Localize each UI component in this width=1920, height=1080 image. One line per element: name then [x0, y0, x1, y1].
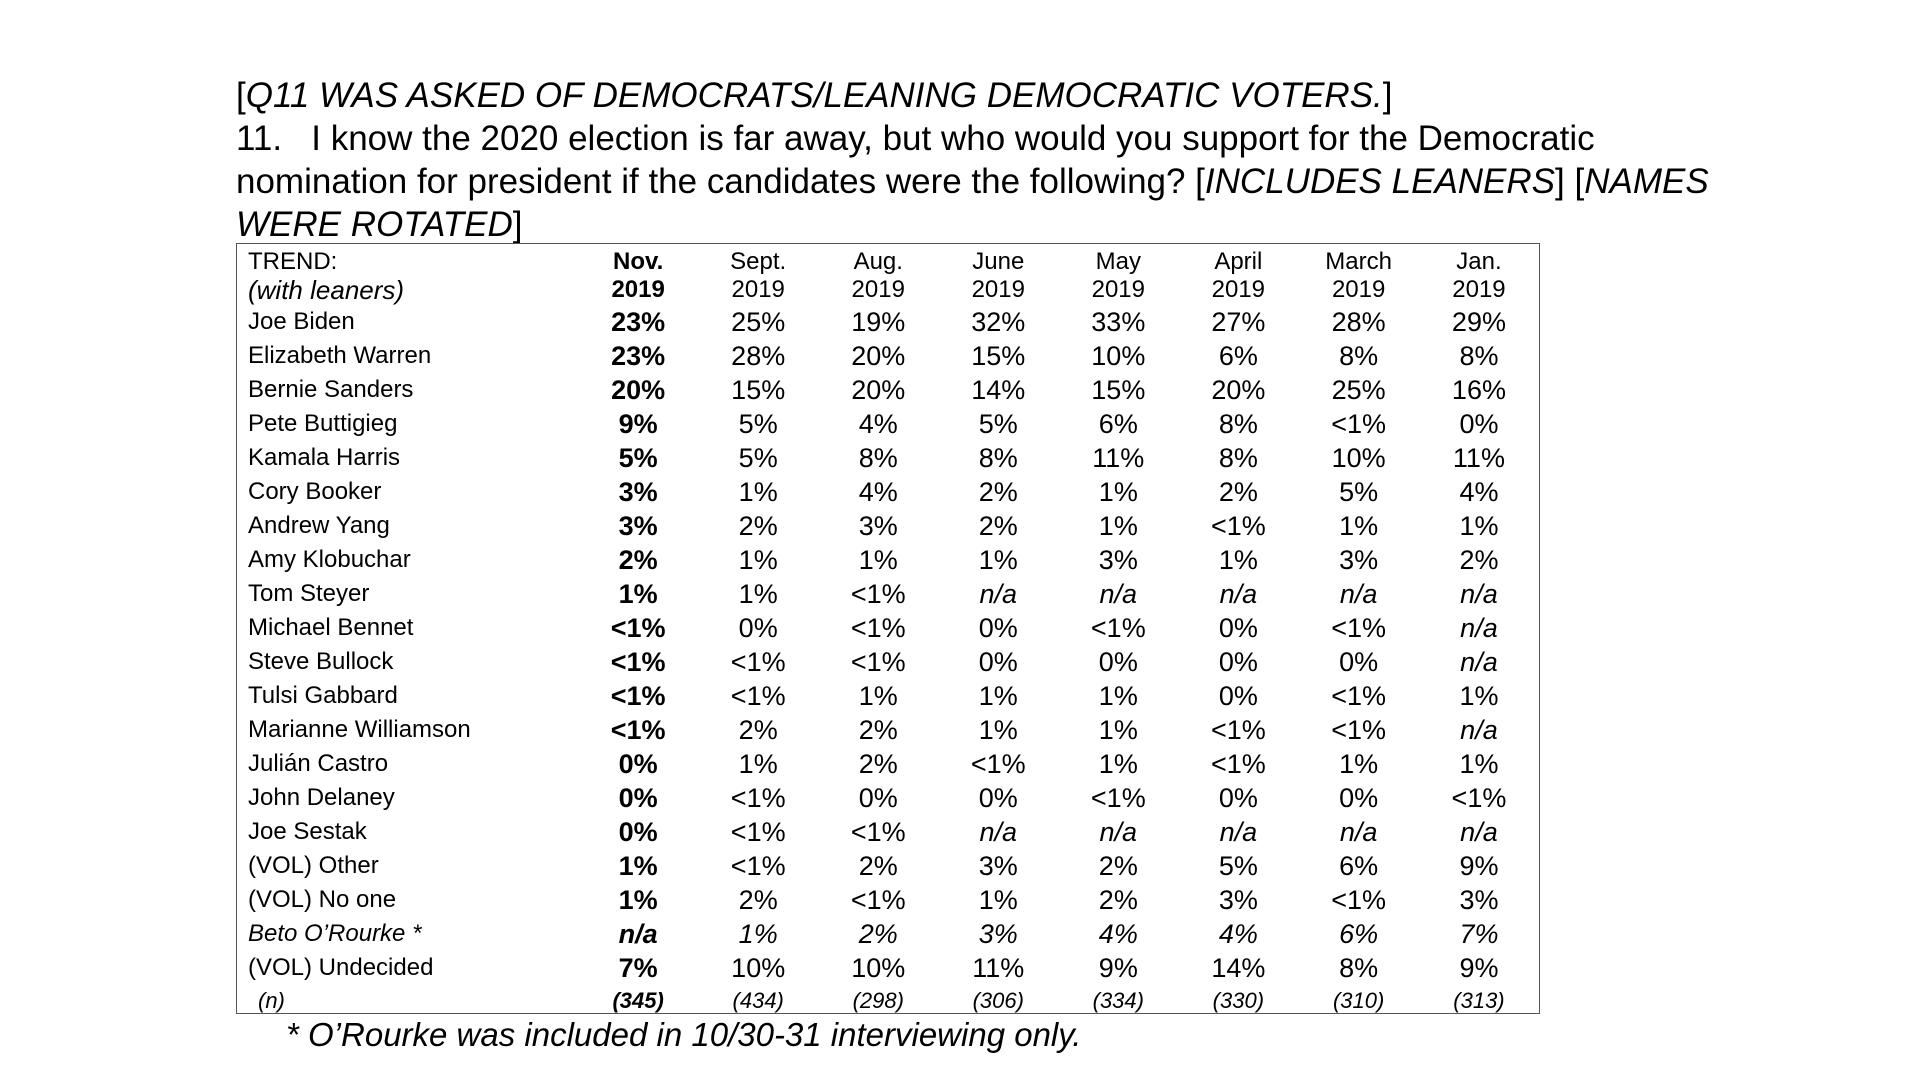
header-row-months [248, 248, 1539, 275]
cell-value: 5% [738, 409, 778, 439]
cell-value: 7% [618, 953, 658, 983]
cell-value: 10% [731, 953, 786, 983]
cell-value: 15% [1091, 375, 1146, 405]
cell-value: 5% [978, 409, 1018, 439]
cell-value: 1% [858, 681, 898, 711]
cell-value: 0% [618, 749, 658, 779]
cell-value: 8% [1459, 341, 1499, 371]
trend-label: TREND: [248, 248, 338, 275]
candidate-name: (VOL) No one [248, 886, 397, 913]
cell-value: <1% [730, 783, 786, 813]
table-row [248, 679, 1539, 713]
cell-value: 15% [731, 375, 786, 405]
column-month-5: April [1214, 248, 1263, 275]
cell-value: <1% [730, 681, 786, 711]
cell-value: <1% [1210, 511, 1266, 541]
table-row [248, 475, 1539, 509]
cell-value: 8% [858, 443, 898, 473]
question-text-1: I know the 2020 election is far away, but who would you support for the Democratic [311, 119, 1595, 158]
cell-value: 0% [978, 647, 1018, 677]
candidate-name: (VOL) Other [248, 852, 379, 879]
cell-value: n/a [1460, 613, 1498, 643]
cell-value: 0% [618, 817, 658, 847]
cell-value: n/a [979, 817, 1018, 847]
cell-value: 5% [618, 443, 658, 473]
cell-value: 2% [738, 511, 778, 541]
candidate-name: Amy Klobuchar [248, 546, 411, 573]
question-header [236, 74, 1796, 246]
cell-value: 2% [1098, 885, 1138, 915]
trend-table-box [236, 243, 1540, 1014]
cell-value: 9% [1459, 953, 1499, 983]
cell-value: 1% [738, 749, 778, 779]
cell-value: 2% [1218, 477, 1258, 507]
table-row [248, 441, 1539, 475]
cell-value: <1% [1331, 613, 1387, 643]
were-rotated-tag: WERE ROTATED [236, 205, 513, 244]
cell-value: <1% [850, 647, 906, 677]
sample-size-value: (298) [852, 988, 904, 1013]
column-year-4: 2019 [1091, 276, 1145, 303]
cell-value: 0% [1218, 613, 1258, 643]
cell-value: 3% [1098, 545, 1138, 575]
cell-value: 0% [618, 783, 658, 813]
cell-value: <1% [610, 647, 666, 677]
cell-value: 20% [611, 375, 666, 405]
table-row [248, 917, 1539, 951]
cell-value: 29% [1451, 307, 1506, 337]
table-row [248, 815, 1539, 849]
cell-value: 0% [1098, 647, 1138, 677]
cell-value: 20% [1211, 375, 1266, 405]
candidate-name: John Delaney [248, 784, 395, 811]
cell-value: 1% [1098, 715, 1138, 745]
cell-value: <1% [1090, 613, 1146, 643]
cell-value: 2% [738, 715, 778, 745]
cell-value: 11% [972, 953, 1025, 983]
cell-value: 8% [1339, 953, 1379, 983]
cell-value: <1% [850, 613, 906, 643]
cell-value: 1% [978, 545, 1018, 575]
cell-value: 0% [738, 613, 778, 643]
cell-value: n/a [1460, 579, 1498, 609]
sample-size-value: (345) [612, 988, 664, 1013]
candidate-name: Elizabeth Warren [248, 342, 432, 369]
names-tag: NAMES [1584, 162, 1709, 201]
table-row [248, 577, 1539, 611]
candidate-name: Michael Bennet [248, 614, 414, 641]
cell-value: 1% [738, 919, 778, 949]
cell-value: <1% [610, 681, 666, 711]
column-month-7: Jan. [1456, 248, 1502, 275]
cell-value: 10% [1331, 443, 1386, 473]
cell-value: n/a [1099, 817, 1138, 847]
cell-value: 3% [618, 511, 658, 541]
question-note: [Q11 WAS ASKED OF DEMOCRATS/LEANING DEMOCRATIC VOTERS.] [236, 76, 1393, 115]
cell-value: 25% [1331, 375, 1386, 405]
cell-value: 4% [1098, 919, 1138, 949]
candidate-name: Andrew Yang [248, 512, 390, 539]
candidate-name: Cory Booker [248, 478, 382, 505]
cell-value: 5% [1339, 477, 1379, 507]
cell-value: 0% [1339, 783, 1379, 813]
candidate-name: Joe Biden [248, 308, 355, 335]
table-row [248, 407, 1539, 441]
cell-value: n/a [1460, 647, 1498, 677]
cell-value: 0% [1218, 783, 1258, 813]
cell-value: 4% [1459, 477, 1499, 507]
cell-value: n/a [1099, 579, 1138, 609]
cell-value: <1% [970, 749, 1026, 779]
cell-value: 8% [1218, 409, 1258, 439]
table-row [248, 543, 1539, 577]
cell-value: 9% [618, 409, 658, 439]
cell-value: <1% [1210, 749, 1266, 779]
cell-value: <1% [1331, 885, 1387, 915]
cell-value: 27% [1211, 307, 1266, 337]
cell-value: n/a [1339, 579, 1378, 609]
cell-value: <1% [730, 647, 786, 677]
cell-value: 6% [1339, 851, 1379, 881]
candidate-name: Pete Buttigieg [248, 410, 398, 437]
bracket-end: ] [512, 205, 523, 244]
sample-size-value: (306) [972, 988, 1024, 1013]
column-month-0: Nov. [613, 248, 664, 275]
cell-value: 4% [858, 477, 898, 507]
candidate-name: (VOL) Undecided [248, 954, 434, 981]
cell-value: 3% [858, 511, 898, 541]
cell-value: 1% [1098, 681, 1138, 711]
cell-value: 4% [858, 409, 898, 439]
cell-value: <1% [730, 851, 786, 881]
cell-value: <1% [1331, 715, 1387, 745]
cell-value: 0% [1339, 647, 1379, 677]
cell-value: 3% [1339, 545, 1379, 575]
cell-value: 33% [1091, 307, 1146, 337]
cell-value: n/a [1460, 715, 1498, 745]
column-year-1: 2019 [731, 276, 785, 303]
cell-value: 10% [851, 953, 906, 983]
cell-value: 8% [978, 443, 1018, 473]
sample-size-value: (330) [1212, 988, 1265, 1013]
cell-value: 2% [978, 477, 1018, 507]
candidate-name: Bernie Sanders [248, 376, 414, 403]
cell-value: 2% [738, 885, 778, 915]
cell-value: 2% [1098, 851, 1138, 881]
cell-value: 0% [858, 783, 898, 813]
cell-value: 1% [978, 715, 1018, 745]
header-row-years [248, 275, 1539, 305]
cell-value: 1% [1339, 511, 1379, 541]
cell-value: 1% [1459, 511, 1499, 541]
cell-value: n/a [1219, 579, 1258, 609]
cell-value: 5% [1218, 851, 1258, 881]
question-line-1 [236, 117, 1796, 160]
cell-value: 32% [971, 307, 1026, 337]
column-month-3: June [972, 248, 1025, 275]
cell-value: 1% [978, 681, 1018, 711]
cell-value: 19% [851, 307, 906, 337]
cell-value: 3% [1459, 885, 1499, 915]
cell-value: 0% [1459, 409, 1499, 439]
cell-value: 3% [978, 919, 1018, 949]
question-text-2: nomination for president if the candidates were the following? [ [236, 162, 1205, 201]
cell-value: <1% [1451, 783, 1507, 813]
column-month-4: May [1095, 248, 1141, 275]
column-month-6: March [1325, 248, 1392, 275]
bracket-mid: ] [ [1555, 162, 1585, 201]
cell-value: 3% [618, 477, 658, 507]
cell-value: 11% [1452, 443, 1505, 473]
cell-value: 14% [1211, 953, 1266, 983]
question-line-3 [236, 203, 1796, 246]
cell-value: 9% [1459, 851, 1499, 881]
cell-value: 6% [1098, 409, 1138, 439]
question-note-text: Q11 WAS ASKED OF DEMOCRATS/LEANING DEMOCRATIC VOTERS. [245, 76, 1383, 115]
cell-value: n/a [1219, 817, 1258, 847]
sample-size-value: (313) [1453, 988, 1505, 1013]
cell-value: 8% [1339, 341, 1379, 371]
cell-value: <1% [730, 817, 786, 847]
table-row [248, 713, 1539, 747]
cell-value: 20% [851, 341, 906, 371]
cell-value: 2% [858, 715, 898, 745]
cell-value: 2% [1459, 545, 1499, 575]
table-row [248, 611, 1539, 645]
trend-table [248, 248, 1539, 1017]
table-row [248, 849, 1539, 883]
includes-leaners-tag: INCLUDES LEANERS [1204, 162, 1556, 201]
column-year-3: 2019 [971, 276, 1025, 303]
candidate-name: Marianne Williamson [248, 716, 471, 743]
cell-value: n/a [1460, 817, 1498, 847]
cell-value: 5% [738, 443, 778, 473]
cell-value: <1% [1331, 681, 1387, 711]
cell-value: 1% [618, 885, 658, 915]
cell-value: 1% [1098, 477, 1138, 507]
candidate-name: Steve Bullock [248, 648, 394, 675]
cell-value: 9% [1098, 953, 1138, 983]
cell-value: <1% [610, 613, 666, 643]
candidate-name: Beto O’Rourke * [248, 920, 422, 947]
cell-value: 0% [1218, 647, 1258, 677]
question-line-2 [236, 160, 1796, 203]
cell-value: 1% [1098, 749, 1138, 779]
cell-value: 3% [978, 851, 1018, 881]
cell-value: 10% [1091, 341, 1146, 371]
footnote: * O’Rourke was included in 10/30-31 interviewing only. [286, 1016, 1082, 1053]
cell-value: <1% [1331, 409, 1387, 439]
cell-value: 1% [1459, 749, 1499, 779]
table-row [248, 509, 1539, 543]
table-row [248, 373, 1539, 407]
table-row [248, 645, 1539, 679]
column-year-7: 2019 [1452, 276, 1506, 303]
cell-value: 7% [1459, 919, 1499, 949]
cell-value: <1% [1210, 715, 1266, 745]
sample-size-value: (434) [732, 988, 784, 1013]
cell-value: 2% [858, 749, 898, 779]
cell-value: 14% [971, 375, 1026, 405]
cell-value: 25% [731, 307, 786, 337]
cell-value: 1% [1459, 681, 1499, 711]
column-year-5: 2019 [1211, 276, 1266, 303]
cell-value: 1% [1339, 749, 1379, 779]
candidate-name: Julián Castro [248, 750, 389, 777]
cell-value: 1% [618, 579, 658, 609]
cell-value: 6% [1339, 919, 1379, 949]
table-row [248, 883, 1539, 917]
cell-value: 4% [1218, 919, 1258, 949]
sample-size-value: (310) [1332, 988, 1385, 1013]
candidate-name: Tulsi Gabbard [248, 682, 398, 709]
cell-value: 1% [1098, 511, 1138, 541]
cell-value: 23% [611, 341, 666, 371]
candidate-name: Kamala Harris [248, 444, 401, 471]
cell-value: 2% [858, 851, 898, 881]
column-year-2: 2019 [851, 276, 905, 303]
cell-value: n/a [618, 919, 658, 949]
question-number: 11. [236, 119, 283, 158]
cell-value: <1% [1090, 783, 1146, 813]
table-row [248, 951, 1539, 985]
table-row [248, 339, 1539, 373]
cell-value: 28% [1331, 307, 1386, 337]
sample-size-label: (n) [258, 988, 285, 1013]
cell-value: 8% [1218, 443, 1258, 473]
cell-value: 23% [611, 307, 666, 337]
cell-value: 0% [978, 613, 1018, 643]
table-row [248, 781, 1539, 815]
cell-value: 16% [1451, 375, 1506, 405]
column-year-6: 2019 [1331, 276, 1386, 303]
cell-value: 2% [978, 511, 1018, 541]
cell-value: <1% [850, 885, 906, 915]
candidate-name: Joe Sestak [248, 818, 367, 845]
cell-value: <1% [850, 817, 906, 847]
cell-value: 0% [978, 783, 1018, 813]
cell-value: 6% [1218, 341, 1258, 371]
cell-value: 1% [738, 579, 778, 609]
cell-value: 1% [978, 885, 1018, 915]
cell-value: <1% [610, 715, 666, 745]
with-leaners-label: (with leaners) [248, 275, 405, 305]
cell-value: 2% [858, 919, 898, 949]
cell-value: 15% [971, 341, 1026, 371]
cell-value: 1% [858, 545, 898, 575]
cell-value: 1% [738, 477, 778, 507]
sample-size-value: (334) [1092, 988, 1144, 1013]
cell-value: 0% [1218, 681, 1258, 711]
sample-size-row [248, 985, 1539, 1017]
table-row [248, 305, 1539, 339]
cell-value: n/a [1339, 817, 1378, 847]
cell-value: 1% [618, 851, 658, 881]
cell-value: 11% [1092, 443, 1145, 473]
cell-value: n/a [979, 579, 1018, 609]
column-month-1: Sept. [730, 248, 787, 275]
cell-value: 3% [1218, 885, 1258, 915]
cell-value: <1% [850, 579, 906, 609]
column-year-0: 2019 [611, 276, 665, 303]
cell-value: 1% [1218, 545, 1258, 575]
cell-value: 28% [731, 341, 786, 371]
cell-value: 1% [738, 545, 778, 575]
candidate-name: Tom Steyer [248, 580, 370, 607]
cell-value: 20% [851, 375, 906, 405]
table-row [248, 747, 1539, 781]
column-month-2: Aug. [853, 248, 903, 275]
cell-value: 2% [618, 545, 658, 575]
